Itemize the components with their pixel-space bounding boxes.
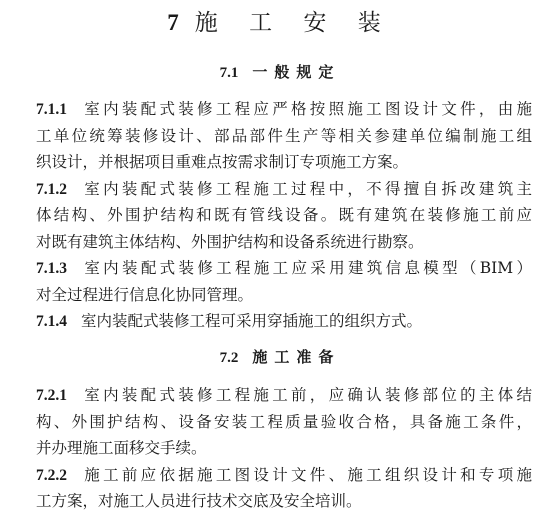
chapter-number: 7 <box>167 10 183 35</box>
clause-line <box>36 176 532 203</box>
clause-number: 7.1.1 <box>36 101 67 118</box>
clause-line: 工方案，对施工人员进行技术交底及安全培训。 <box>36 492 362 510</box>
clause-line: 体结构、外围护结构和既有管线设备。既有建筑在装修施工前应 <box>36 206 532 224</box>
section-number: 7.1 <box>219 65 239 81</box>
clause-line: 织设计，并根据项目重难点按需求制订专项施工方案。 <box>36 153 409 171</box>
clause-line <box>36 382 532 409</box>
clause <box>36 382 532 462</box>
clause-line <box>36 96 532 123</box>
clause <box>36 255 532 308</box>
section-heading <box>0 347 560 368</box>
clause-number: 7.2.1 <box>36 387 67 404</box>
clause-text: 室内装配式装修工程施工过程中，不得擅自拆改建筑主 <box>81 179 532 198</box>
clause-text: 室内装配式装修工程施工应采用建筑信息模型（BIM） <box>81 259 532 277</box>
clause <box>36 462 532 515</box>
clause-line <box>36 255 532 282</box>
clause-line <box>36 308 532 335</box>
clause <box>36 308 532 335</box>
clause-text: 室内装配式装修工程施工前，应确认装修部位的主体结 <box>81 386 532 404</box>
clause-text: 施工前应依据施工图设计文件、施工组织设计和专项施 <box>81 465 532 484</box>
clause-line: 对全过程进行信息化协同管理。 <box>36 285 254 304</box>
section-number: 7.2 <box>219 350 239 366</box>
section-title: 施工准备 <box>252 348 341 366</box>
clause-number: 7.2.2 <box>36 466 67 484</box>
chapter-heading <box>0 8 560 38</box>
chapter-title: 施 工 安 装 <box>194 10 393 36</box>
clause-line: 构、外围护结构、设备安装工程质量验收合格，具备施工条件， <box>36 412 532 431</box>
clause-number: 7.1.4 <box>36 313 67 330</box>
clause-number: 7.1.3 <box>36 260 67 277</box>
clause-line <box>36 462 532 489</box>
clause-line: 对既有建筑主体结构、外围护结构和设备系统进行勘察。 <box>36 232 424 251</box>
clause-text: 室内装配式装修工程可采用穿插施工的组织方式。 <box>81 312 423 330</box>
clause-line: 并办理施工面移交手续。 <box>36 439 207 457</box>
clause-number: 7.1.2 <box>36 180 67 198</box>
section-title: 一般规定 <box>252 63 341 81</box>
section-heading <box>0 62 560 83</box>
clause-line: 工单位统筹装修设计、部品部件生产等相关参建单位编制施工组 <box>36 126 532 145</box>
clause-text: 室内装配式装修工程应严格按照施工图设计文件，由施 <box>81 100 532 118</box>
clause <box>36 96 532 176</box>
clause <box>36 176 532 256</box>
